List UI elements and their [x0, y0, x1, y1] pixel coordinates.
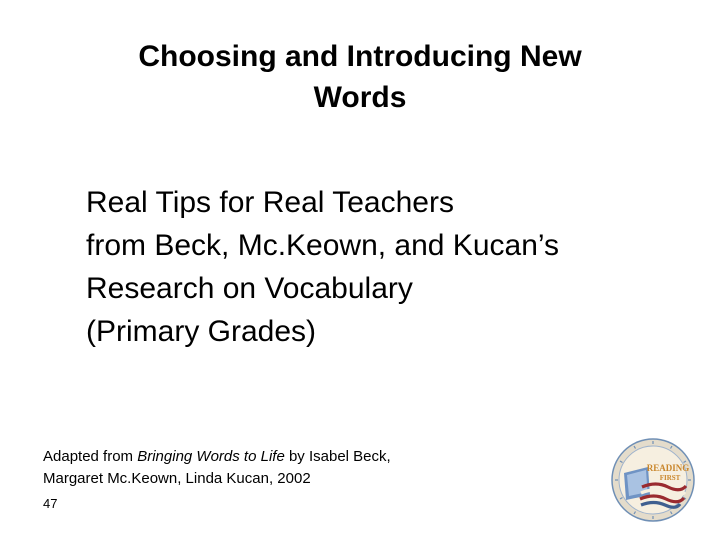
seal-logo-first: FIRST [659, 474, 681, 482]
reading-first-seal-icon [610, 437, 696, 523]
book-title: Bringing Words to Life [137, 448, 285, 465]
attribution-line-1 [43, 446, 563, 468]
subtitle-line-4: (Primary Grades) [86, 315, 317, 348]
attribution-authors-start: by Isabel Beck, [284, 448, 391, 465]
subtitle-line-3: Research on Vocabulary [86, 272, 413, 305]
subtitle-line-1: Real Tips for Real Teachers [86, 186, 454, 219]
attribution-prefix: Adapted from [43, 448, 138, 465]
slide-subtitle [86, 181, 686, 353]
slide-title-line-2: Words [313, 81, 407, 114]
source-attribution [43, 446, 563, 490]
slide-title-line-1: Choosing and Introducing New [138, 40, 582, 73]
slide-number: 47 [43, 496, 58, 511]
attribution-line-2: Margaret Mc.Keown, Linda Kucan, 2002 [43, 470, 311, 487]
subtitle-line-2: from Beck, Mc.Keown, and Kucan’s [86, 229, 559, 262]
seal-logo-reading: READING [646, 463, 690, 473]
slide-title [60, 36, 660, 118]
